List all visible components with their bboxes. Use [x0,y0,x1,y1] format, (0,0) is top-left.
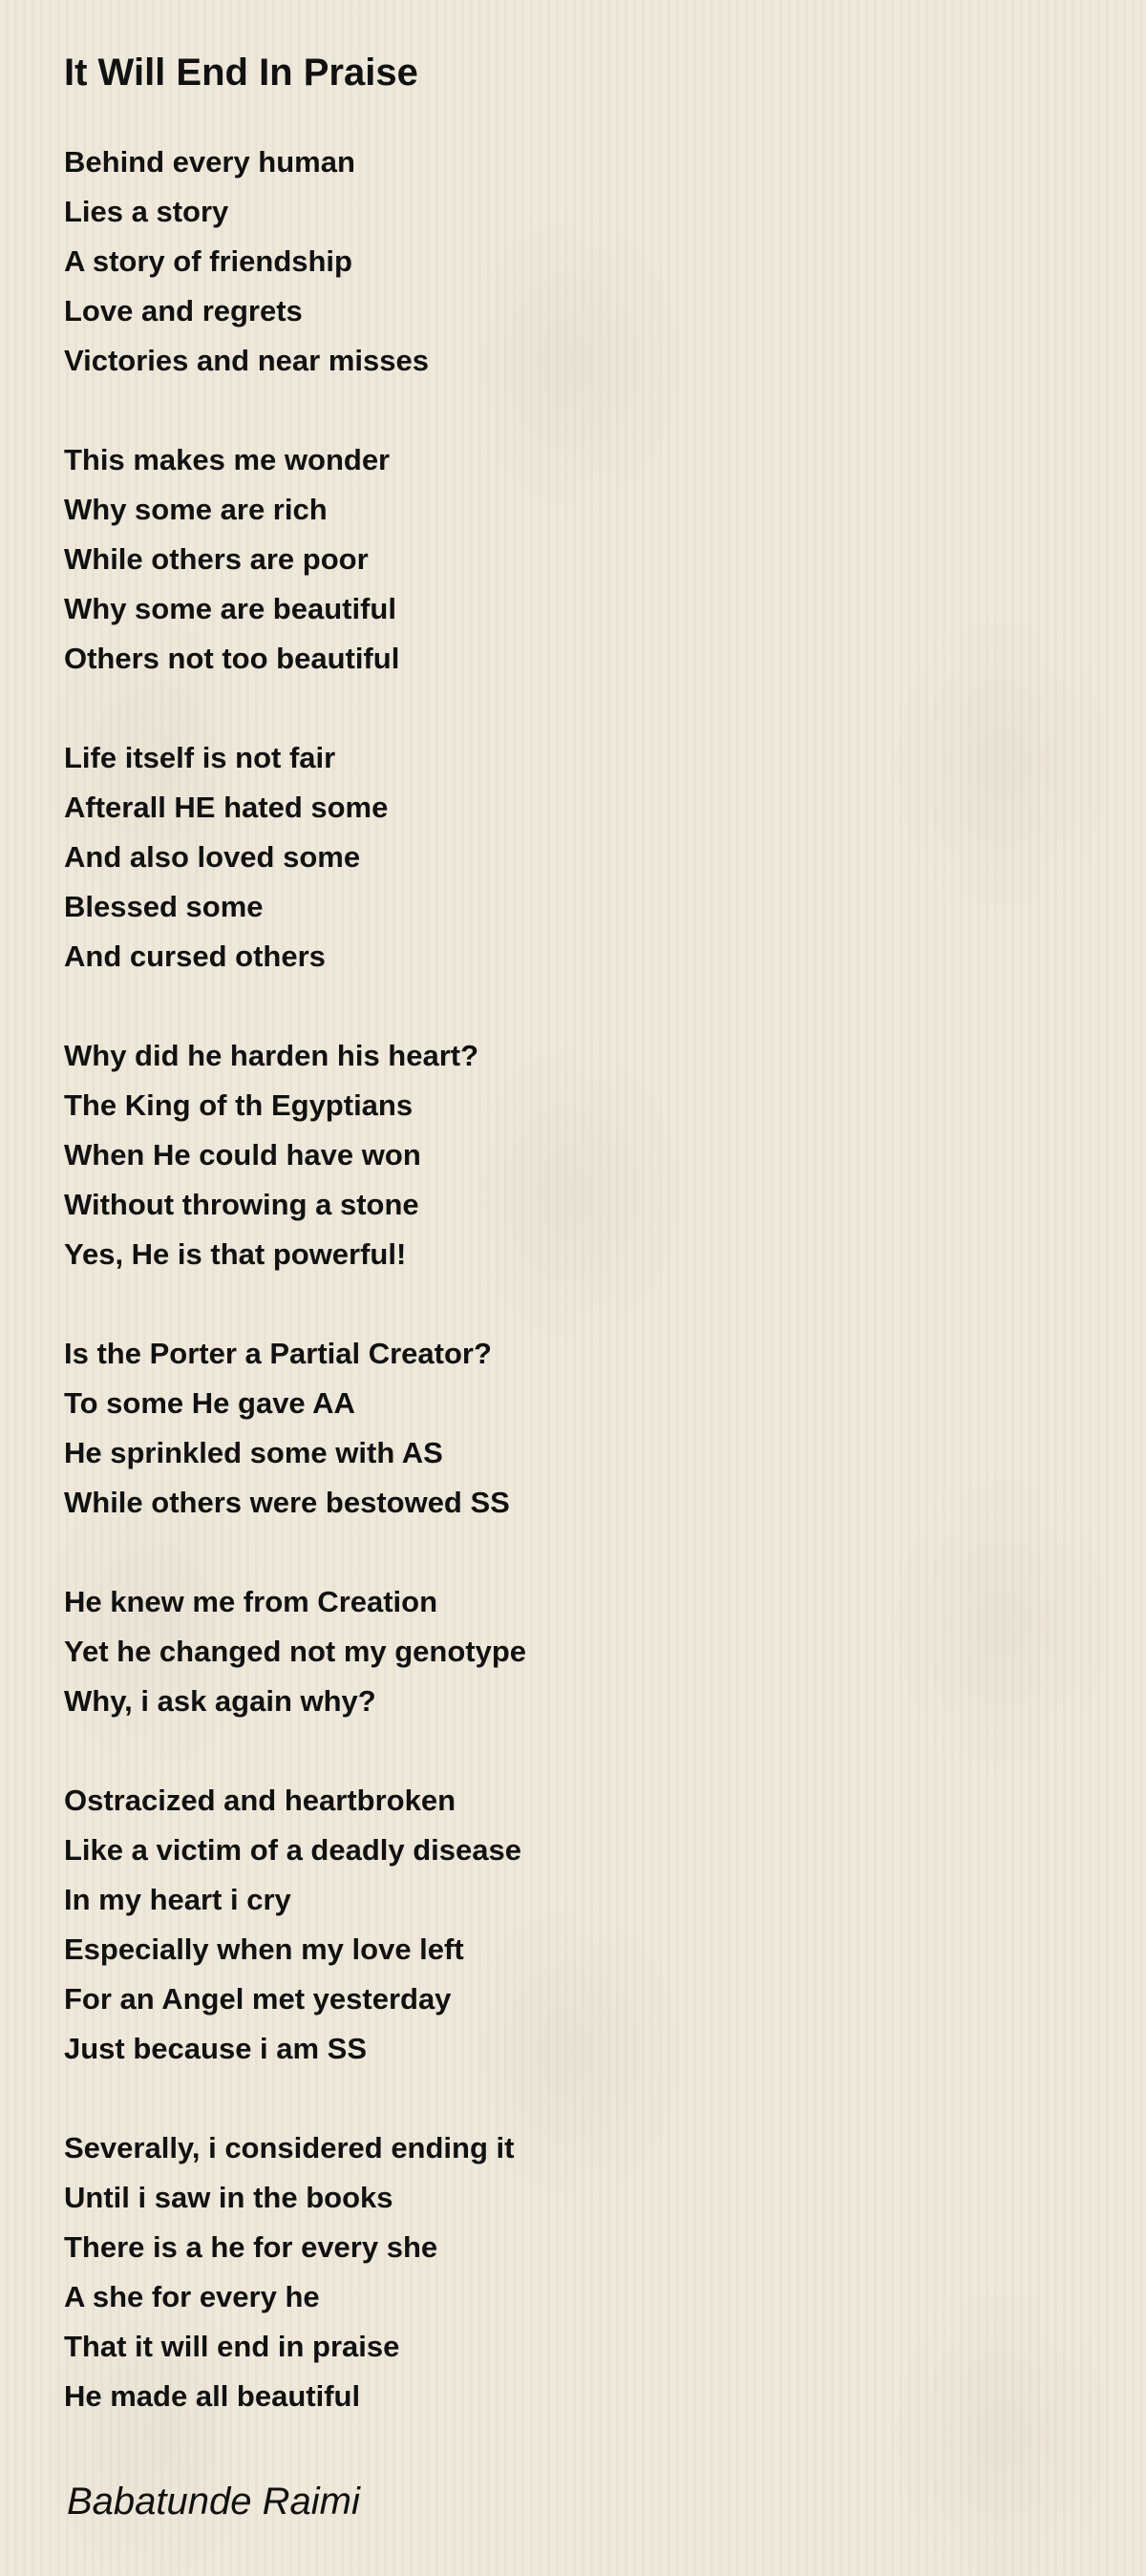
poem-line: A she for every he [64,2280,320,2313]
poem-line: Ostracized and heartbroken [64,1784,456,1817]
poem-line: Severally, i considered ending it [64,2131,515,2164]
poem-line: Blessed some [64,890,264,923]
poem-line: And also loved some [64,840,361,874]
poem-line: A story of friendship [64,244,352,278]
poem-line: Yet he changed not my genotype [64,1635,527,1668]
stanza [64,137,1095,386]
poem-line: Afterall HE hated some [64,791,389,824]
poem-line: Behind every human [64,145,355,179]
poem-line: Why some are beautiful [64,592,396,625]
poem-line: He made all beautiful [64,2379,361,2413]
poem-line: For an Angel met yesterday [64,1982,452,2016]
stanza [64,1031,1095,1279]
poem-line: Especially when my love left [64,1932,464,1966]
poem-line: That it will end in praise [64,2330,400,2363]
poem-line: The King of th Egyptians [64,1088,414,1122]
poem-line: When He could have won [64,1138,421,1172]
stanza [64,435,1095,684]
poem-line: While others were bestowed SS [64,1486,510,1519]
poem-container [64,46,1095,2528]
poem-line: Why some are rich [64,493,328,526]
poem-line: Why, i ask again why? [64,1684,376,1718]
poem-line: He knew me from Creation [64,1585,438,1618]
poem-line: Until i saw in the books [64,2181,393,2214]
stanza [64,2123,1095,2421]
poem-line: And cursed others [64,940,326,973]
poem-line: Victories and near misses [64,344,429,377]
poem-line: In my heart i cry [64,1883,291,1916]
poem-line: Others not too beautiful [64,642,400,675]
poem-line: Yes, He is that powerful! [64,1237,407,1271]
poem-line: Why did he harden his heart? [64,1039,479,1072]
stanza [64,733,1095,982]
poem-line: There is a he for every she [64,2230,438,2264]
poem-line: Love and regrets [64,294,303,327]
poem-line: Lies a story [64,195,229,228]
poem-line: While others are poor [64,542,369,576]
poem-line: Is the Porter a Partial Creator? [64,1337,492,1370]
stanza [64,1329,1095,1528]
poem-line: He sprinkled some with AS [64,1436,443,1469]
poem-line: This makes me wonder [64,443,391,476]
poem-line: Life itself is not fair [64,741,336,774]
poem-title: It Will End In Praise [64,52,418,94]
poem-line: To some He gave AA [64,1386,355,1420]
poem-line: Without throwing a stone [64,1188,419,1221]
poem-line: Like a victim of a deadly disease [64,1833,522,1867]
poem-line: Just because i am SS [64,2032,368,2065]
stanza [64,1577,1095,1726]
stanza [64,1776,1095,2074]
poem-author: Babatunde Raimi [67,2481,360,2523]
